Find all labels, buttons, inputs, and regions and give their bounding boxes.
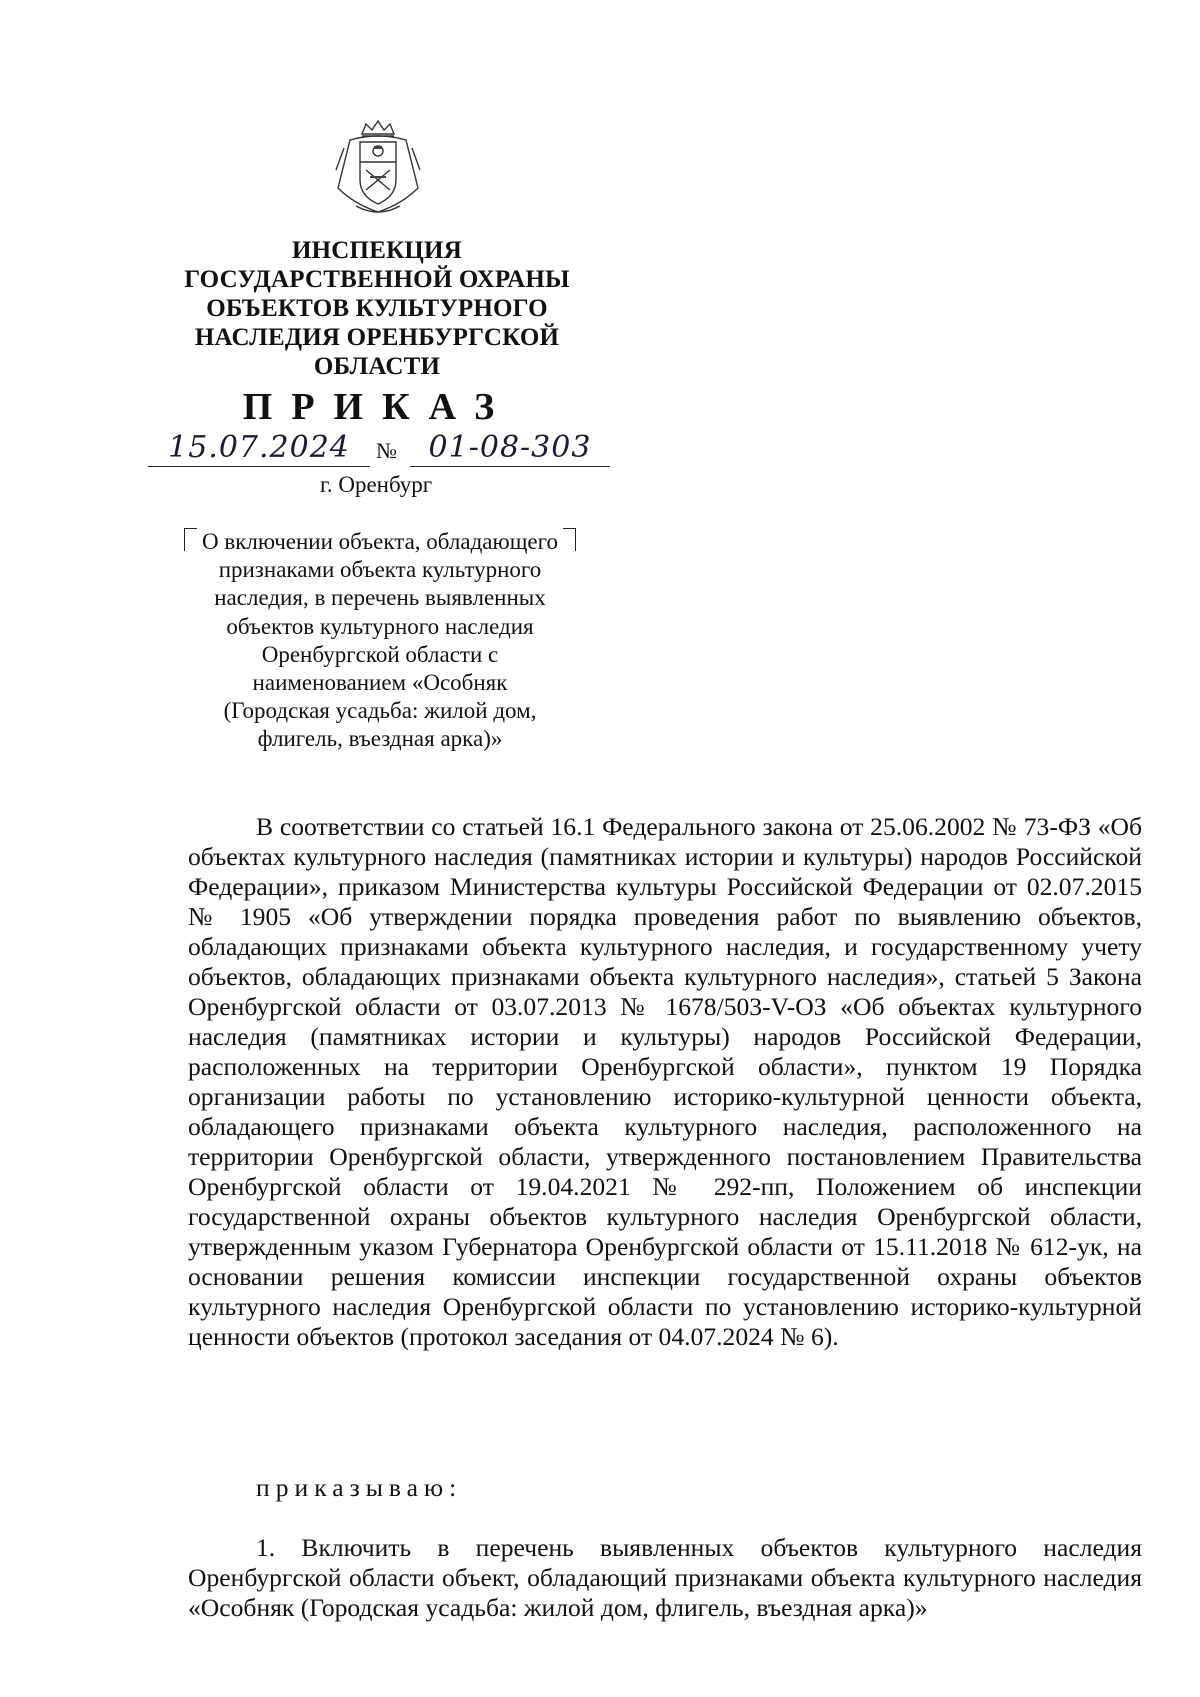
registration-line (148, 432, 618, 468)
order-item: 1. Включить в перечень выявленных объектов культурного наследия Оренбургской области объект, обладающий признаками объекта культурного наследия «Особняк (Городская усадьба: жилой дом, флигель, въездная арка)» (188, 1533, 1142, 1622)
order-subject: О включении объекта, обладающего признаками объекта культурного наследия, в перечень выявленных объектов культурного наследия Оренбургской области с наименованием «Особняк (Городская усадьба: жилой дом, флигель, въездная арка)» (202, 529, 558, 752)
order-subject-block (184, 528, 576, 754)
authority-line: ОБЛАСТИ (313, 353, 441, 380)
city-label: г. Оренбург (320, 472, 433, 497)
number-sign-label: № (376, 438, 397, 463)
authority-line: ИНСПЕКЦИЯ (292, 237, 462, 264)
bracket-corner-right (563, 528, 576, 551)
preamble-paragraph: В соответствии со статьей 16.1 Федерального закона от 25.06.2002 № 73-ФЗ «Об объектах культурного наследия (памятниках истории и культуры) народов Российской Федерации», приказом Министерства культуры Российской Федерации от 02.07.2015 № 1905 «Об утверждении порядка проведения работ по выявлению объектов, обладающих признаками объекта культурного наследия, и государственному учету объектов, обладающих признаками объекта культурного наследия», статьей 5 Закона Оренбургской области от 03.07.2013 № 1678/503-V-ОЗ «Об объектах культурного наследия (памятниках истории и культуры) народов Российской Федерации, расположенных на территории Оренбургской области», пунктом 19 Порядка организации работы по установлению историко-культурной ценности объекта, обладающего признаками объекта культурного наследия, расположенного на территории Оренбургской области, утвержденного постановлением Правительства Оренбургской области от 19.04.2021 № 292-пп, Положением об инспекции государственной охраны объектов культурного наследия Оренбургской области, утвержденным указом Губернатора Оренбургской области от 15.11.2018 № 612-ук, на основании решения комиссии инспекции государственной охраны объектов культурного наследия Оренбургской области по установлению историко-культурной ценности объектов (протокол заседания от 04.07.2024 № 6). (188, 812, 1142, 1351)
order-items (188, 1533, 1142, 1623)
preamble-block (188, 812, 1142, 1352)
order-number: 01-08-303 (410, 432, 610, 467)
authority-line: ОБЪЕКТОВ КУЛЬТУРНОГО (206, 295, 548, 322)
bracket-corner-left (184, 528, 197, 551)
authority-name (140, 236, 614, 381)
order-directive-word: приказываю: (256, 1473, 463, 1502)
authority-line: НАСЛЕДИЯ ОРЕНБУРГСКОЙ (194, 324, 560, 351)
oblast-coat-of-arms-icon (332, 118, 424, 220)
document-kind-title: ПРИКАЗ (242, 386, 514, 428)
order-date: 15.07.2024 (148, 432, 370, 467)
authority-line: ГОСУДАРСТВЕННОЙ ОХРАНЫ (184, 266, 570, 293)
